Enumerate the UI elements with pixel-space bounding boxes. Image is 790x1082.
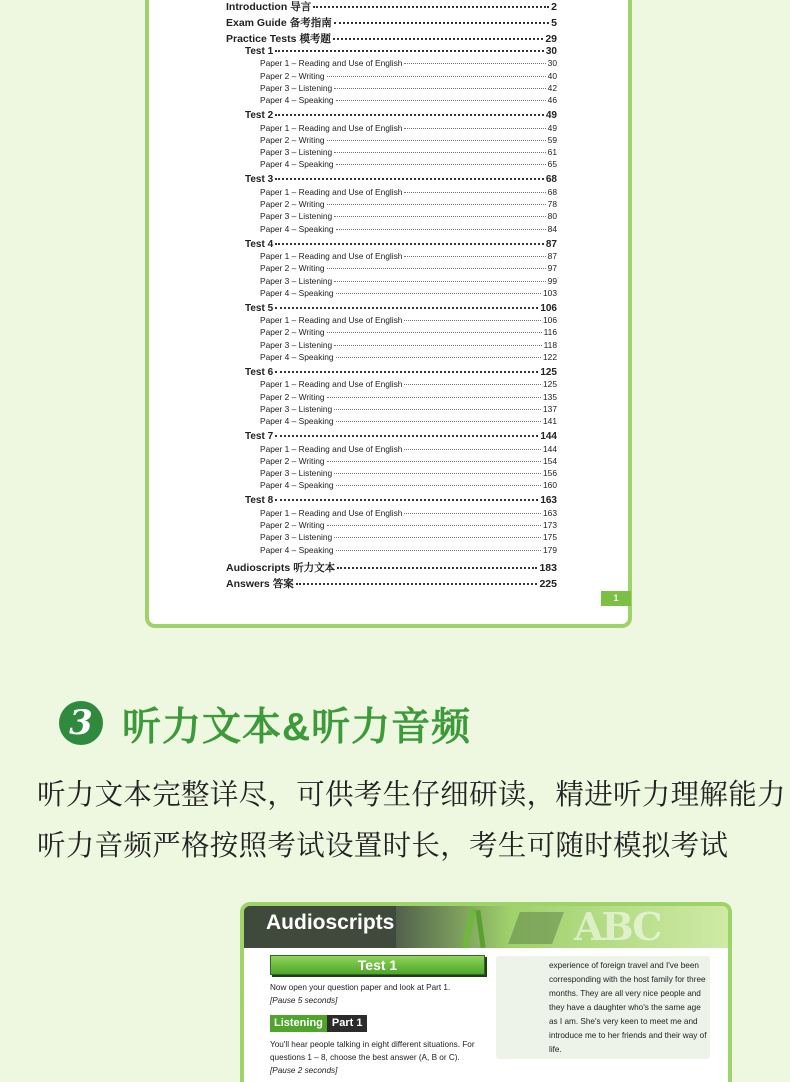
toc-page-number: 179 (543, 544, 557, 555)
toc-page-number: 144 (540, 431, 557, 443)
toc-page-number: 106 (543, 315, 557, 326)
page-number-badge: 1 (601, 591, 631, 606)
toc-page-number: 106 (540, 302, 557, 314)
toc-paper-row (226, 379, 557, 389)
toc-entry-chinese-label: 答案 (272, 577, 294, 590)
toc-entry-label: Test 7 (245, 431, 274, 443)
toc-entry-label: Paper 3 – Listening (260, 211, 333, 222)
toc-leader-dots (404, 256, 545, 257)
toc-paper-row (226, 276, 557, 286)
toc-page-number: 118 (543, 339, 557, 350)
toc-entry-label: Paper 1 – Reading and Use of English (260, 379, 403, 390)
toc-leader-dots (327, 76, 546, 77)
toc-entry-label: Paper 2 – Writing (260, 134, 325, 145)
section-number-badge: 3 (59, 701, 103, 745)
toc-page-number: 2 (551, 1, 557, 13)
toc-page-number: 125 (543, 379, 557, 390)
toc-entry-label: Exam Guide (226, 17, 287, 29)
toc-entry-label: Paper 3 – Listening (260, 82, 333, 93)
toc-leader-dots (313, 6, 549, 8)
toc-paper-row (226, 416, 557, 426)
toc-leader-dots (275, 435, 538, 437)
toc-page-number: 116 (543, 327, 557, 338)
toc-entry-label: Paper 2 – Writing (260, 391, 325, 402)
toc-paper-row (226, 71, 557, 81)
toc-page-number: 78 (547, 199, 557, 209)
toc-paper-row (226, 288, 557, 298)
toc-leader-dots (336, 100, 546, 101)
toc-entry-label: Paper 1 – Reading and Use of English (260, 507, 403, 518)
toc-paper-row (226, 444, 557, 454)
toc-leader-dots (275, 114, 544, 116)
toc-entry-label: Paper 4 – Speaking (260, 223, 334, 234)
toc-entry-label: Test 8 (245, 495, 274, 507)
toc-test-row (226, 303, 557, 314)
toc-entry-label: Paper 2 – Writing (260, 70, 325, 81)
toc-paper-row (226, 456, 557, 466)
toc-entry-label: Test 5 (245, 302, 274, 314)
audioscripts-preview-card (240, 902, 732, 1082)
toc-page-number: 61 (547, 147, 557, 158)
toc-page-number: 46 (547, 95, 557, 106)
pencil-decoration-icon (462, 908, 476, 948)
toc-leader-dots (327, 397, 541, 398)
toc-leader-dots (334, 216, 546, 217)
toc-test-row (226, 174, 557, 185)
toc-page-number: 144 (543, 443, 557, 454)
toc-leader-dots (404, 449, 541, 450)
toc-entry-label: Paper 3 – Listening (260, 532, 333, 543)
toc-page-number: 225 (539, 577, 557, 590)
toc-leader-dots (404, 320, 541, 321)
toc-leader-dots (336, 550, 541, 551)
toc-page-number: 30 (547, 58, 557, 69)
toc-leader-dots (337, 567, 537, 569)
toc-page-number: 154 (543, 455, 557, 466)
listening-label: Listening (270, 1015, 327, 1032)
toc-leader-dots (334, 152, 546, 153)
toc-entry-label: Audioscripts (226, 561, 291, 574)
toc-page-number: 30 (545, 46, 557, 57)
toc-paper-row (226, 508, 557, 518)
toc-paper-row (226, 147, 557, 157)
toc-paper-row (226, 199, 557, 209)
toc-entry-label: Paper 1 – Reading and Use of English (260, 315, 403, 326)
toc-leader-dots (336, 421, 541, 422)
toc-leader-dots (404, 192, 545, 193)
toc-leader-dots (327, 204, 546, 205)
toc-entry-label: Paper 3 – Listening (260, 147, 333, 158)
toc-leader-dots (275, 50, 544, 52)
audioscripts-header-bar (244, 906, 728, 948)
part-label: Part 1 (327, 1015, 368, 1032)
toc-paper-row (226, 211, 557, 221)
toc-leader-dots (334, 473, 541, 474)
toc-entry-label: Paper 3 – Listening (260, 403, 333, 414)
toc-test-row (226, 495, 557, 506)
toc-entry-label: Paper 4 – Speaking (260, 287, 334, 298)
toc-paper-row (226, 187, 557, 197)
toc-leader-dots (334, 345, 541, 346)
toc-paper-row (226, 404, 557, 414)
book-decoration-icon (508, 912, 564, 944)
toc-leader-dots (327, 332, 542, 333)
toc-section-row (226, 0, 557, 14)
toc-page-number: 135 (543, 391, 557, 402)
toc-entry-label: Paper 4 – Speaking (260, 352, 334, 362)
toc-leader-dots (275, 178, 544, 180)
toc-leader-dots (334, 281, 546, 282)
toc-entry-label: Paper 1 – Reading and Use of English (260, 186, 403, 197)
toc-page-number: 183 (539, 561, 557, 574)
toc-page-number: 156 (543, 468, 557, 479)
toc-leader-dots (275, 307, 538, 309)
toc-entry-label: Paper 3 – Listening (260, 339, 333, 350)
toc-page-number: 29 (545, 33, 557, 45)
toc-paper-row (226, 251, 557, 261)
toc-entry-label: Test 4 (245, 238, 274, 250)
pause-note: [Pause 5 seconds] (270, 996, 338, 1005)
toc-leader-dots (336, 357, 541, 358)
toc-leader-dots (327, 525, 541, 526)
toc-page-number: 163 (540, 495, 557, 507)
toc-entry-label: Paper 1 – Reading and Use of English (260, 443, 403, 454)
toc-entry-label: Paper 4 – Speaking (260, 480, 334, 491)
section-description-line-1: 听力文本完整详尽，可供考生仔细研读，精进听力理解能力 (37, 779, 786, 811)
toc-leader-dots (334, 409, 541, 410)
toc-leader-dots (404, 384, 541, 385)
toc-leader-dots (334, 537, 541, 538)
toc-page-number: 173 (543, 520, 557, 530)
toc-leader-dots (336, 485, 541, 486)
toc-page-number: 99 (547, 275, 557, 286)
toc-leader-dots (336, 293, 541, 294)
toc-entry-label: Paper 2 – Writing (260, 327, 325, 338)
toc-entry-label: Paper 4 – Speaking (260, 95, 334, 106)
toc-leader-dots (404, 63, 545, 64)
toc-page-number: 5 (551, 17, 557, 29)
toc-leader-dots (404, 128, 545, 129)
toc-leader-dots (404, 513, 541, 514)
toc-entry-label: Answers (226, 577, 270, 590)
pause-note: [Pause 2 seconds] (270, 1066, 338, 1075)
toc-entry-label: Introduction (226, 1, 288, 13)
toc-test-row (226, 431, 557, 442)
toc-entry-label: Practice Tests (226, 33, 297, 45)
toc-leader-dots (334, 22, 549, 24)
toc-entry-label: Paper 3 – Listening (260, 468, 333, 479)
toc-paper-row (226, 159, 557, 169)
toc-leader-dots (275, 243, 544, 245)
pencil-decoration-icon (475, 910, 485, 948)
toc-page-number: 122 (543, 352, 557, 362)
toc-paper-row (226, 224, 557, 234)
toc-page-number: 87 (547, 250, 557, 261)
toc-entry-chinese-label: 备考指南 (289, 17, 332, 29)
toc-page-number: 59 (547, 134, 557, 145)
toc-entry-chinese-label: 听力文本 (293, 561, 336, 574)
toc-page-number: 160 (543, 480, 557, 491)
toc-entry-chinese-label: 模考题 (299, 33, 331, 45)
toc-leader-dots (275, 371, 538, 373)
toc-paper-row (226, 545, 557, 555)
toc-paper-row (226, 340, 557, 350)
toc-entry-label: Paper 2 – Writing (260, 455, 325, 466)
audioscripts-title: Audioscripts (266, 911, 395, 934)
section-title: 听力文本&听力音频 (122, 706, 472, 749)
toc-page-number: 49 (547, 122, 557, 133)
toc-paper-row (226, 58, 557, 68)
toc-page-number: 87 (545, 238, 557, 250)
toc-page-number: 141 (543, 416, 557, 427)
toc-leader-dots (327, 140, 546, 141)
toc-page-number: 49 (545, 110, 557, 122)
toc-page-number: 103 (543, 287, 557, 298)
toc-paper-row (226, 468, 557, 478)
toc-page-number: 68 (545, 174, 557, 186)
section-description-line-2: 听力音频严格按照考试设置时长，考生可随时模拟考试 (37, 830, 729, 862)
toc-entry-label: Test 2 (245, 110, 274, 122)
toc-leader-dots (336, 229, 546, 230)
test-banner: Test 1 (270, 955, 485, 975)
toc-entry-label: Paper 4 – Speaking (260, 159, 334, 170)
toc-entry-label: Paper 1 – Reading and Use of English (260, 122, 403, 133)
toc-entry-label: Paper 1 – Reading and Use of English (260, 250, 403, 261)
toc-paper-row (226, 315, 557, 325)
abc-decoration-icon: ABC (574, 904, 661, 949)
toc-entry-label: Test 1 (245, 46, 274, 57)
toc-leader-dots (327, 461, 541, 462)
toc-leader-dots (275, 499, 538, 501)
toc-entry-label: Test 6 (245, 367, 274, 378)
toc-section-row (226, 576, 557, 591)
toc-paper-row (226, 123, 557, 133)
toc-test-row (226, 110, 557, 121)
toc-paper-row (226, 327, 557, 337)
toc-page-number: 40 (547, 70, 557, 81)
toc-entry-label: Paper 1 – Reading and Use of English (260, 58, 403, 69)
toc-test-row (226, 239, 557, 250)
toc-test-row (226, 367, 557, 378)
toc-leader-dots (336, 164, 546, 165)
toc-paper-row (226, 95, 557, 105)
toc-page-number: 97 (547, 263, 557, 274)
toc-paper-row (226, 83, 557, 93)
toc-page-number: 137 (543, 403, 557, 414)
toc-entry-label: Paper 4 – Speaking (260, 544, 334, 555)
intro-text (270, 981, 490, 1007)
toc-leader-dots (327, 268, 546, 269)
toc-entry-label: Paper 3 – Listening (260, 275, 333, 286)
toc-paper-row (226, 135, 557, 145)
toc-page-card (145, 0, 632, 628)
toc-page-number: 65 (547, 159, 557, 170)
toc-page-number: 175 (543, 532, 557, 543)
transcript-text: experience of foreign travel and I've been corresponding with the host family for three months. They are all very nice people and they have a daughter who's the same age as I am. She's very keen to meet me and introduce me to her friends and their way of life. (549, 961, 707, 1054)
toc-page-number: 163 (543, 507, 557, 518)
toc-section-row (226, 560, 557, 575)
toc-paper-row (226, 352, 557, 362)
instructions-line: You'll hear people talking in eight different situations. For questions 1 – 8, choose the best answer (A, B or C). (270, 1040, 475, 1062)
toc-entry-label: Test 3 (245, 174, 274, 186)
toc-leader-dots (333, 38, 543, 40)
toc-page-number: 84 (547, 223, 557, 234)
toc-section-row (226, 31, 557, 46)
toc-paper-row (226, 480, 557, 490)
toc-entry-label: Paper 2 – Writing (260, 199, 325, 209)
toc-paper-row (226, 520, 557, 530)
toc-test-row (226, 46, 557, 57)
toc-page-number: 80 (547, 211, 557, 222)
toc-page-number: 42 (547, 82, 557, 93)
intro-line: Now open your question paper and look at Part 1. (270, 983, 451, 992)
toc-entry-label: Paper 2 – Writing (260, 520, 325, 530)
instructions-text (270, 1038, 490, 1077)
toc-leader-dots (296, 583, 538, 585)
toc-entry-label: Paper 4 – Speaking (260, 416, 334, 427)
toc-paper-row (226, 263, 557, 273)
toc-paper-row (226, 532, 557, 542)
toc-entry-chinese-label: 导言 (290, 1, 312, 13)
toc-section-row (226, 15, 557, 30)
toc-page-number: 125 (540, 367, 557, 378)
toc-paper-row (226, 392, 557, 402)
listening-part-tag (270, 1015, 367, 1032)
toc-page-number: 68 (547, 186, 557, 197)
toc-leader-dots (334, 88, 546, 89)
toc-entry-label: Paper 2 – Writing (260, 263, 325, 274)
